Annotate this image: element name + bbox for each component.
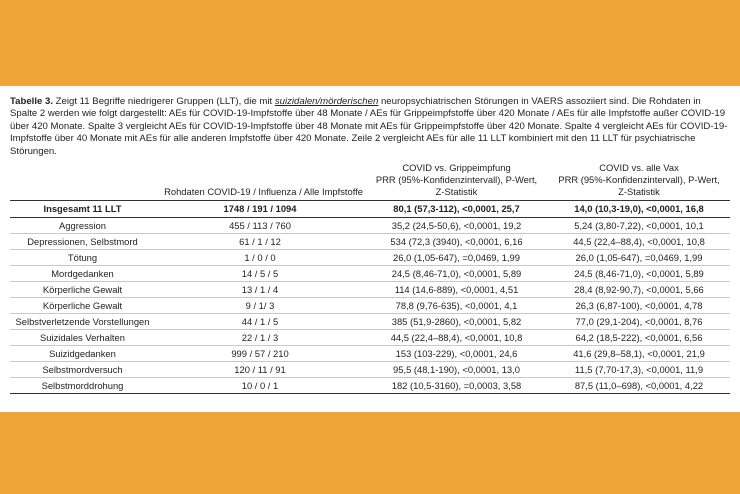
cell-raw: 1 / 0 / 0 xyxy=(155,250,365,266)
cell-all: 28,4 (8,92-90,7), <0,0001, 5,66 xyxy=(548,282,730,298)
cell-raw: 999 / 57 / 210 xyxy=(155,346,365,362)
cell-flu: 95,5 (48,1-190), <0,0001, 13,0 xyxy=(365,362,548,378)
cell-raw: 10 / 0 / 1 xyxy=(155,378,365,394)
header-covid-vs-flu-line3: Z-Statistik xyxy=(435,186,478,198)
header-term xyxy=(10,162,155,201)
cell-term: Mordgedanken xyxy=(10,266,155,282)
cell-term: Depressionen, Selbstmord xyxy=(10,234,155,250)
caption-text-before: Zeigt 11 Begriffe niedrigerer Gruppen (LLT), die mit xyxy=(53,96,275,107)
cell-all: 14,0 (10,3-19,0), <0,0001, 16,8 xyxy=(548,201,730,218)
cell-all: 26,0 (1,05-647), =0,0469, 1,99 xyxy=(548,250,730,266)
cell-term: Aggression xyxy=(10,218,155,234)
header-covid-vs-all-line2: PRR (95%-Konfidenzintervall), P-Wert, xyxy=(558,174,720,186)
table-caption xyxy=(10,96,730,158)
table-row xyxy=(10,314,730,330)
cell-term: Suizidgedanken xyxy=(10,346,155,362)
table-row xyxy=(10,218,730,234)
cell-flu: 534 (72,3 (3940), <0,0001, 6,16 xyxy=(365,234,548,250)
cell-all: 11,5 (7,70-17,3), <0,0001, 11,9 xyxy=(548,362,730,378)
table-row-total xyxy=(10,201,730,218)
cell-raw: 13 / 1 / 4 xyxy=(155,282,365,298)
table-row xyxy=(10,266,730,282)
cell-term: Insgesamt 11 LLT xyxy=(10,201,155,218)
cell-all: 77,0 (29,1-204), <0,0001, 8,76 xyxy=(548,314,730,330)
cell-flu: 78,8 (9,76-635), <0,0001, 4,1 xyxy=(365,298,548,314)
data-table xyxy=(10,162,730,394)
cell-all: 64,2 (18,5-222), <0,0001, 6,56 xyxy=(548,330,730,346)
table-header-row xyxy=(10,162,730,201)
cell-raw: 455 / 113 / 760 xyxy=(155,218,365,234)
cell-all: 87,5 (11,0–698), <0,0001, 4,22 xyxy=(548,378,730,394)
cell-term: Selbstverletzende Vorstellungen xyxy=(10,314,155,330)
table-row xyxy=(10,282,730,298)
cell-raw: 120 / 11 / 91 xyxy=(155,362,365,378)
header-covid-vs-flu-line2: PRR (95%-Konfidenzintervall), P-Wert, xyxy=(375,174,538,186)
header-raw-data: Rohdaten COVID-19 / Influenza / Alle Impfstoffe xyxy=(164,186,363,198)
cell-flu: 385 (51,9-2860), <0,0001, 5,82 xyxy=(365,314,548,330)
table-panel xyxy=(0,86,740,412)
cell-all: 5,24 (3,80-7,22), <0,0001, 10,1 xyxy=(548,218,730,234)
cell-raw: 14 / 5 / 5 xyxy=(155,266,365,282)
cell-all: 41,6 (29,8–58,1), <0,0001, 21,9 xyxy=(548,346,730,362)
header-covid-vs-flu-line1: COVID vs. Grippeimpfung xyxy=(402,162,511,174)
header-covid-vs-flu xyxy=(365,162,548,201)
table-row xyxy=(10,234,730,250)
cell-term: Tötung xyxy=(10,250,155,266)
cell-flu: 114 (14,6-889), <0,0001, 4,51 xyxy=(365,282,548,298)
caption-emphasis: suizidalen/mörderischen xyxy=(274,96,379,107)
cell-flu: 35,2 (24,5-50,6), <0,0001, 19,2 xyxy=(365,218,548,234)
cell-raw: 9 / 1/ 3 xyxy=(155,298,365,314)
table-row xyxy=(10,250,730,266)
cell-raw: 44 / 1 / 5 xyxy=(155,314,365,330)
cell-flu: 182 (10,5-3160), =0,0003, 3,58 xyxy=(365,378,548,394)
cell-all: 26,3 (6,87-100), <0,0001, 4,78 xyxy=(548,298,730,314)
cell-flu: 26,0 (1,05-647), =0,0469, 1,99 xyxy=(365,250,548,266)
header-covid-vs-all-line1: COVID vs. alle Vax xyxy=(599,162,679,174)
cell-flu: 24,5 (8,46-71,0), <0,0001, 5,89 xyxy=(365,266,548,282)
cell-raw: 1748 / 191 / 1094 xyxy=(155,201,365,218)
table-row xyxy=(10,330,730,346)
cell-term: Selbstmordversuch xyxy=(10,362,155,378)
cell-raw: 22 / 1 / 3 xyxy=(155,330,365,346)
cell-flu: 44,5 (22,4–88,4), <0,0001, 10,8 xyxy=(365,330,548,346)
cell-term: Körperliche Gewalt xyxy=(10,298,155,314)
header-covid-vs-all-line3: Z-Statistik xyxy=(618,186,660,198)
cell-term: Körperliche Gewalt xyxy=(10,282,155,298)
cell-flu: 80,1 (57,3-112), <0,0001, 25,7 xyxy=(365,201,548,218)
cell-term: Suizidales Verhalten xyxy=(10,330,155,346)
cell-flu: 153 (103-229), <0,0001, 24,6 xyxy=(365,346,548,362)
cell-all: 24,5 (8,46-71,0), <0,0001, 5,89 xyxy=(548,266,730,282)
cell-term: Selbstmorddrohung xyxy=(10,378,155,394)
table-row xyxy=(10,378,730,394)
header-covid-vs-all xyxy=(548,162,730,201)
table-row xyxy=(10,298,730,314)
cell-all: 44,5 (22,4–88,4), <0,0001, 10,8 xyxy=(548,234,730,250)
caption-text-after: neuropsychiatrischen Störungen in VAERS assoziiert sind. Die Rohdaten in Spalte 2 werden wie folgt dargestellt: AEs für COVID-19-Impfstoffe über 48 Monate / AEs für Grippeimpfstoffe über 420 Monate / AEs für alle Impfstoffe außer COVID-19 über 420 Monate. Spalte 3 vergleicht AEs für COVID-19-Impfstoffe über 48 Monate mit AEs für Grippeimpfstoffe über 420 Monate. Spalte 4 vergleicht AEs für COVID-19-Impfstoffe über 40 Monate mit AEs für alle anderen Impfstoffe über 420 Monate. Zeile 2 vergleicht AEs für alle 11 LLT kombiniert mit den 11 LLT für psychiatrische Störungen. xyxy=(10,96,728,157)
cell-raw: 61 / 1 / 12 xyxy=(155,234,365,250)
caption-label: Tabelle 3. xyxy=(10,96,54,107)
table-row xyxy=(10,346,730,362)
table-row xyxy=(10,362,730,378)
